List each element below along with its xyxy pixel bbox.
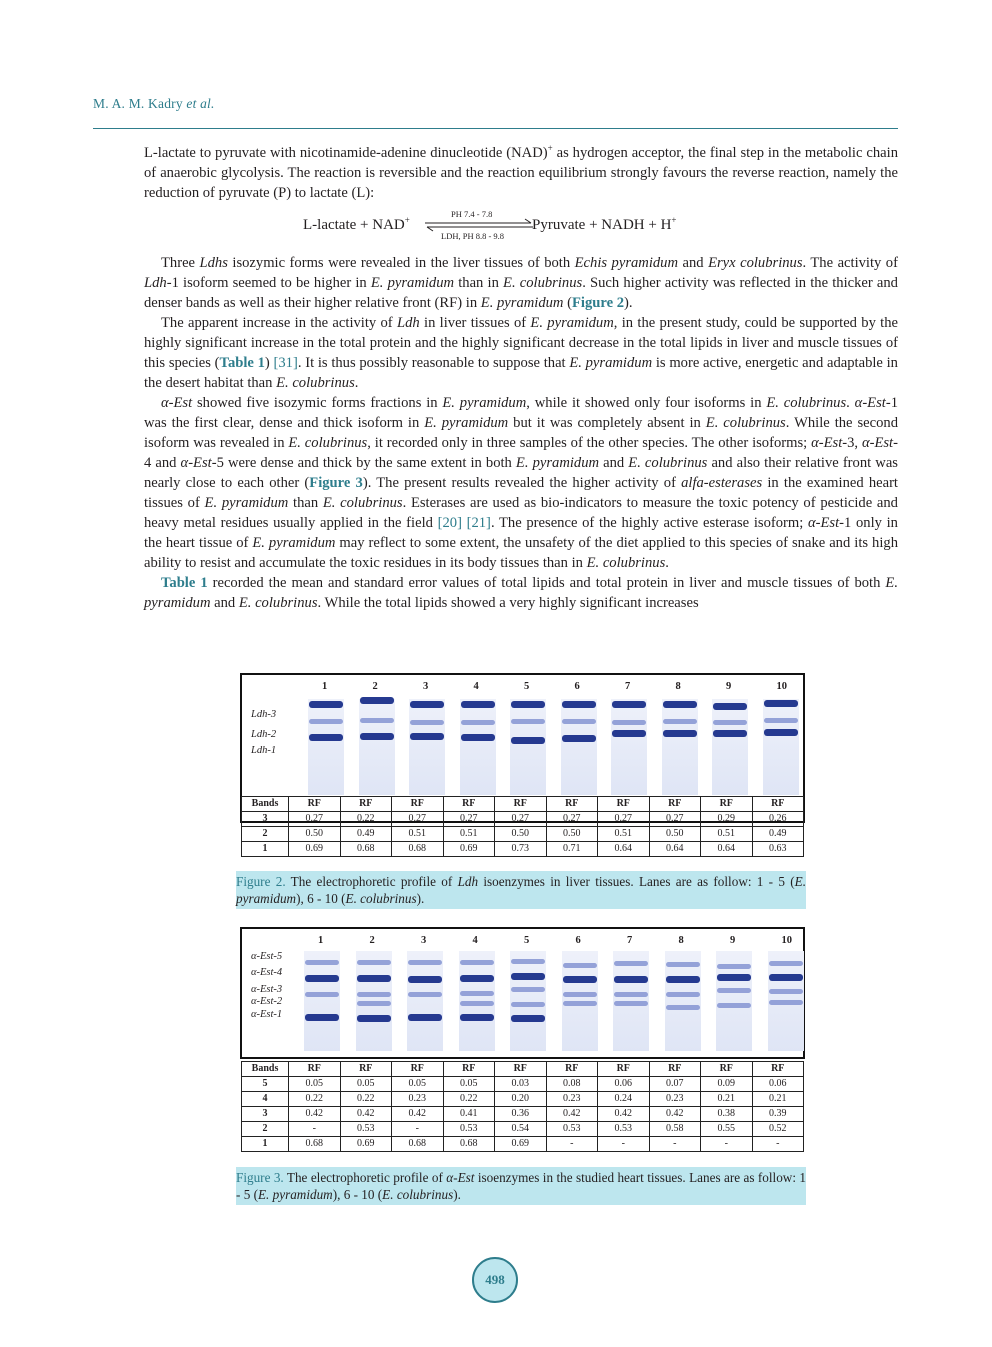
gel-band bbox=[357, 975, 391, 982]
rf-value-cell: 0.49 bbox=[340, 827, 392, 842]
lane-number: 3 bbox=[421, 935, 427, 946]
gel-band bbox=[769, 989, 803, 994]
gel-band bbox=[461, 701, 495, 708]
gel-band bbox=[614, 976, 648, 983]
gel-band bbox=[410, 733, 444, 740]
rf-header: RF bbox=[392, 797, 444, 812]
band-number-cell: 1 bbox=[242, 842, 289, 857]
gel-band bbox=[511, 737, 545, 744]
rf-value-cell: 0.06 bbox=[598, 1077, 650, 1092]
rf-header: RF bbox=[598, 797, 650, 812]
rf-value-cell: 0.42 bbox=[546, 1107, 598, 1122]
gel-band bbox=[563, 963, 597, 968]
gel-lane bbox=[613, 951, 649, 1051]
rf-value-cell: 0.29 bbox=[701, 812, 753, 827]
equation-cond-top: PH 7.4 - 7.8 bbox=[451, 209, 493, 219]
bands-header: Bands bbox=[242, 1062, 289, 1077]
gel-band bbox=[764, 718, 798, 723]
rf-value-cell: 0.50 bbox=[495, 827, 547, 842]
gel-band bbox=[764, 729, 798, 736]
rf-value-cell: 0.50 bbox=[289, 827, 341, 842]
gel-band bbox=[511, 1002, 545, 1007]
gel-band bbox=[305, 992, 339, 997]
gel-band bbox=[461, 734, 495, 741]
lane-number: 4 bbox=[472, 935, 478, 946]
rf-value-cell: 0.22 bbox=[443, 1092, 495, 1107]
gel-lane bbox=[562, 951, 598, 1051]
rf-value-cell: 0.68 bbox=[392, 842, 444, 857]
gel-lane bbox=[768, 951, 804, 1051]
table-row bbox=[242, 842, 804, 857]
rf-value-cell: - bbox=[392, 1122, 444, 1137]
gel-band bbox=[764, 700, 798, 707]
gel-band bbox=[717, 1003, 751, 1008]
rf-header: RF bbox=[546, 797, 598, 812]
rf-header: RF bbox=[701, 1062, 753, 1077]
gel-band bbox=[305, 975, 339, 982]
rf-header: RF bbox=[752, 797, 804, 812]
rf-value-cell: 0.68 bbox=[392, 1137, 444, 1152]
gel-lane bbox=[407, 951, 443, 1051]
rf-value-cell: 0.53 bbox=[443, 1122, 495, 1137]
gel-band bbox=[410, 701, 444, 708]
rf-value-cell: 0.53 bbox=[598, 1122, 650, 1137]
rf-value-cell: 0.27 bbox=[392, 812, 444, 827]
rf-value-cell: 0.24 bbox=[598, 1092, 650, 1107]
rf-value-cell: 0.54 bbox=[495, 1122, 547, 1137]
rf-value-cell: 0.52 bbox=[752, 1122, 804, 1137]
gel-band bbox=[408, 976, 442, 983]
rf-value-cell: 0.53 bbox=[340, 1122, 392, 1137]
lane-number: 8 bbox=[678, 935, 684, 946]
figure-3-caption: Figure 3. The electrophoretic profile of α-Est isoenzymes in the studied heart tissues. Lanes are as follow: 1 - 5 (E. pyramidum), 6 - 10 (E. colubrinus). bbox=[236, 1167, 806, 1205]
gel-band bbox=[460, 1014, 494, 1021]
rf-value-cell: 0.64 bbox=[598, 842, 650, 857]
rf-value-cell: 0.23 bbox=[392, 1092, 444, 1107]
gel-band bbox=[460, 975, 494, 982]
rf-header: RF bbox=[443, 1062, 495, 1077]
rf-value-cell: 0.09 bbox=[701, 1077, 753, 1092]
band-label: α-Est-2 bbox=[251, 996, 283, 1007]
rf-value-cell: 0.05 bbox=[392, 1077, 444, 1092]
figure-2-rf-table bbox=[241, 796, 804, 857]
gel-band bbox=[357, 1015, 391, 1022]
band-number-cell: 3 bbox=[242, 1107, 289, 1122]
gel-band bbox=[612, 720, 646, 725]
rf-value-cell: 0.69 bbox=[443, 842, 495, 857]
gel-band bbox=[408, 960, 442, 965]
header-author: M. A. M. Kadry bbox=[93, 96, 183, 111]
gel-lane bbox=[561, 699, 597, 795]
gel-lane bbox=[409, 699, 445, 795]
gel-band bbox=[717, 974, 751, 981]
table-row bbox=[242, 1122, 804, 1137]
gel-band bbox=[360, 718, 394, 723]
rf-value-cell: 0.22 bbox=[289, 1092, 341, 1107]
table-row bbox=[242, 1092, 804, 1107]
rf-value-cell: 0.51 bbox=[443, 827, 495, 842]
gel-band bbox=[563, 1001, 597, 1006]
rf-value-cell: 0.64 bbox=[701, 842, 753, 857]
lane-number: 3 bbox=[423, 681, 429, 692]
rf-value-cell: 0.07 bbox=[649, 1077, 701, 1092]
rf-value-cell: 0.53 bbox=[546, 1122, 598, 1137]
page-number: 498 bbox=[472, 1257, 518, 1303]
gel-band bbox=[408, 992, 442, 997]
gel-band bbox=[666, 976, 700, 983]
band-number-cell: 4 bbox=[242, 1092, 289, 1107]
rf-value-cell: 0.63 bbox=[752, 842, 804, 857]
paragraph-5: Table 1 recorded the mean and standard error values of total lipids and total protein in liver and muscle tissues of both E. pyramidum and E. colubrinus. While the total lipids showed a very highly significant increases bbox=[144, 575, 898, 611]
gel-band bbox=[562, 735, 596, 742]
rf-value-cell: 0.39 bbox=[752, 1107, 804, 1122]
rf-value-cell: 0.20 bbox=[495, 1092, 547, 1107]
gel-band bbox=[511, 1015, 545, 1022]
rf-value-cell: 0.42 bbox=[340, 1107, 392, 1122]
rf-header: RF bbox=[598, 1062, 650, 1077]
paragraph-1: L-lactate to pyruvate with nicotinamide-adenine dinucleotide (NAD)+ as hydrogen acceptor, the final step in the metabolic chain of anaerobic glycolysis. The reaction is reversible and the reaction equilibrium strongly favours the reverse reaction, namely the reduction of pyruvate (P) to lactate (L): bbox=[144, 143, 898, 201]
rf-value-cell: 0.41 bbox=[443, 1107, 495, 1122]
band-label: α-Est-3 bbox=[251, 984, 283, 995]
gel-lane bbox=[716, 951, 752, 1051]
rf-value-cell: 0.06 bbox=[752, 1077, 804, 1092]
citation-20-21[interactable]: [20] [21] bbox=[437, 515, 491, 531]
lane-number: 7 bbox=[625, 681, 631, 692]
band-number-cell: 3 bbox=[242, 812, 289, 827]
rf-header: RF bbox=[289, 797, 341, 812]
rf-value-cell: 0.27 bbox=[598, 812, 650, 827]
gel-band bbox=[309, 701, 343, 708]
lane-number: 10 bbox=[776, 681, 787, 692]
rf-value-cell: 0.51 bbox=[598, 827, 650, 842]
rf-value-cell: 0.42 bbox=[392, 1107, 444, 1122]
rf-value-cell: 0.27 bbox=[289, 812, 341, 827]
rf-value-cell: 0.21 bbox=[752, 1092, 804, 1107]
gel-band bbox=[769, 961, 803, 966]
citation-31[interactable]: [31] bbox=[273, 355, 298, 371]
rf-value-cell: - bbox=[701, 1137, 753, 1152]
rf-header: RF bbox=[495, 1062, 547, 1077]
equation-cond-bottom: LDH, PH 8.8 - 9.8 bbox=[441, 231, 505, 241]
figure-2-caption-label: Figure 2. bbox=[236, 874, 286, 889]
gel-band bbox=[713, 703, 747, 710]
lane-number: 2 bbox=[372, 681, 378, 692]
rf-value-cell: 0.22 bbox=[340, 812, 392, 827]
gel-band bbox=[562, 701, 596, 708]
gel-band bbox=[614, 1001, 648, 1006]
gel-band bbox=[612, 730, 646, 737]
figure-2-link[interactable]: Figure 2 bbox=[572, 295, 625, 311]
rf-value-cell: - bbox=[598, 1137, 650, 1152]
rf-value-cell: 0.42 bbox=[598, 1107, 650, 1122]
band-number-cell: 1 bbox=[242, 1137, 289, 1152]
rf-value-cell: 0.42 bbox=[289, 1107, 341, 1122]
gel-band bbox=[511, 987, 545, 992]
band-label: Ldh-1 bbox=[251, 745, 277, 756]
table-row bbox=[242, 1107, 804, 1122]
rf-value-cell: 0.05 bbox=[340, 1077, 392, 1092]
paragraph-3: The apparent increase in the activity of Ldh in liver tissues of E. pyramidum, in the present study, could be supported by the highly significant increase in the total protein and the highly significant decrease in the total lipids in liver and muscle tissues of this species (Table 1) [31]. It is thus possibly reasonable to suppose that E. pyramidum is more active, energetic and adaptable in the desert habitat than E. colubrinus. bbox=[144, 315, 899, 391]
rf-value-cell: 0.58 bbox=[649, 1122, 701, 1137]
gel-band bbox=[511, 959, 545, 964]
rf-header: RF bbox=[340, 797, 392, 812]
rf-value-cell: 0.73 bbox=[495, 842, 547, 857]
gel-band bbox=[460, 991, 494, 996]
gel-band bbox=[614, 961, 648, 966]
gel-band bbox=[461, 720, 495, 725]
gel-band bbox=[305, 1014, 339, 1021]
rf-header: RF bbox=[340, 1062, 392, 1077]
rf-value-cell: 0.69 bbox=[340, 1137, 392, 1152]
rf-value-cell: 0.26 bbox=[752, 812, 804, 827]
gel-lane bbox=[308, 699, 344, 795]
gel-band bbox=[769, 974, 803, 981]
band-number-cell: 5 bbox=[242, 1077, 289, 1092]
table-row bbox=[242, 1077, 804, 1092]
lane-number: 4 bbox=[473, 681, 479, 692]
table-row bbox=[242, 812, 804, 827]
rf-value-cell: 0.23 bbox=[649, 1092, 701, 1107]
rf-header: RF bbox=[752, 1062, 804, 1077]
gel-band bbox=[562, 719, 596, 724]
rf-value-cell: 0.68 bbox=[443, 1137, 495, 1152]
rf-value-cell: 0.71 bbox=[546, 842, 598, 857]
rf-value-cell: - bbox=[289, 1122, 341, 1137]
equilibrium-arrow-icon bbox=[423, 207, 535, 241]
rf-value-cell: 0.08 bbox=[546, 1077, 598, 1092]
lane-number: 5 bbox=[524, 935, 530, 946]
gel-band bbox=[309, 719, 343, 724]
gel-band bbox=[460, 960, 494, 965]
gel-band bbox=[305, 960, 339, 965]
rf-value-cell: - bbox=[649, 1137, 701, 1152]
body-paragraphs bbox=[144, 253, 898, 613]
header-divider bbox=[93, 128, 898, 129]
rf-header: RF bbox=[701, 797, 753, 812]
gel-band bbox=[614, 992, 648, 997]
band-number-cell: 2 bbox=[242, 1122, 289, 1137]
gel-band bbox=[563, 992, 597, 997]
rf-value-cell: 0.68 bbox=[289, 1137, 341, 1152]
header-etal: et al. bbox=[186, 96, 215, 111]
equation-lhs: L-lactate + NAD+ bbox=[303, 215, 410, 233]
rf-value-cell: 0.69 bbox=[495, 1137, 547, 1152]
equation-rhs: Pyruvate + NADH + H+ bbox=[532, 215, 677, 233]
lane-number: 6 bbox=[574, 681, 580, 692]
gel-band bbox=[357, 1001, 391, 1006]
gel-lane bbox=[662, 699, 698, 795]
rf-value-cell: 0.27 bbox=[495, 812, 547, 827]
gel-lane bbox=[763, 699, 799, 795]
rf-value-cell: 0.27 bbox=[546, 812, 598, 827]
band-label: Ldh-2 bbox=[251, 729, 277, 740]
table-row bbox=[242, 1137, 804, 1152]
gel-lane bbox=[356, 951, 392, 1051]
band-number-cell: 2 bbox=[242, 827, 289, 842]
lane-number: 5 bbox=[524, 681, 530, 692]
figure-3-gel-image bbox=[240, 927, 805, 1059]
rf-value-cell: 0.68 bbox=[340, 842, 392, 857]
rf-value-cell: 0.23 bbox=[546, 1092, 598, 1107]
bands-header: Bands bbox=[242, 797, 289, 812]
gel-band bbox=[360, 733, 394, 740]
gel-lane bbox=[304, 951, 340, 1051]
rf-header: RF bbox=[443, 797, 495, 812]
gel-band bbox=[663, 730, 697, 737]
gel-lane bbox=[665, 951, 701, 1051]
gel-band bbox=[360, 697, 394, 704]
figure-2-caption: Figure 2. The electrophoretic profile of Ldh isoenzymes in liver tissues. Lanes are as follow: 1 - 5 (E. pyramidum), 6 - 10 (E. colubrinus). bbox=[236, 871, 806, 909]
gel-band bbox=[717, 964, 751, 969]
gel-band bbox=[666, 992, 700, 997]
lane-number: 9 bbox=[730, 935, 736, 946]
lane-number: 2 bbox=[369, 935, 375, 946]
gel-band bbox=[511, 973, 545, 980]
gel-band bbox=[666, 962, 700, 967]
rf-value-cell: 0.50 bbox=[546, 827, 598, 842]
rf-value-cell: 0.22 bbox=[340, 1092, 392, 1107]
rf-value-cell: 0.36 bbox=[495, 1107, 547, 1122]
rf-value-cell: 0.50 bbox=[649, 827, 701, 842]
rf-value-cell: 0.27 bbox=[649, 812, 701, 827]
lane-number: 1 bbox=[322, 681, 328, 692]
lane-number: 7 bbox=[627, 935, 633, 946]
rf-value-cell: 0.27 bbox=[443, 812, 495, 827]
gel-lane bbox=[510, 951, 546, 1051]
gel-band bbox=[410, 720, 444, 725]
figure-3-caption-label: Figure 3. bbox=[236, 1170, 284, 1185]
figure-3-link[interactable]: Figure 3 bbox=[309, 475, 363, 491]
rf-header: RF bbox=[649, 797, 701, 812]
rf-header: RF bbox=[649, 1062, 701, 1077]
rf-value-cell: 0.42 bbox=[649, 1107, 701, 1122]
rf-header: RF bbox=[289, 1062, 341, 1077]
table-1-link[interactable]: Table 1 bbox=[219, 355, 265, 371]
gel-band bbox=[309, 734, 343, 741]
gel-lane bbox=[611, 699, 647, 795]
gel-band bbox=[511, 719, 545, 724]
lane-number: 6 bbox=[575, 935, 581, 946]
gel-band bbox=[612, 701, 646, 708]
rf-value-cell: 0.38 bbox=[701, 1107, 753, 1122]
rf-value-cell: 0.69 bbox=[289, 842, 341, 857]
rf-value-cell: 0.03 bbox=[495, 1077, 547, 1092]
figure-3-rf-table bbox=[241, 1061, 804, 1152]
gel-band bbox=[511, 701, 545, 708]
rf-value-cell: 0.21 bbox=[701, 1092, 753, 1107]
rf-value-cell: 0.49 bbox=[752, 827, 804, 842]
paragraph-2: Three Ldhs isozymic forms were revealed in the liver tissues of both Echis pyramidum and Eryx colubrinus. The activity of Ldh-1 isoform seemed to be higher in E. pyramidum than in E. colubrinus. Such higher activity was reflected in the thicker and denser bands as well as their higher relative front (RF) in E. pyramidum (Figure 2). bbox=[144, 255, 898, 311]
table-1-link-2[interactable]: Table 1 bbox=[161, 575, 208, 591]
band-label: α-Est-1 bbox=[251, 1009, 283, 1020]
gel-lane bbox=[460, 699, 496, 795]
band-label: Ldh-3 bbox=[251, 709, 277, 720]
rf-header: RF bbox=[495, 797, 547, 812]
lane-number: 1 bbox=[318, 935, 324, 946]
lane-number: 10 bbox=[781, 935, 792, 946]
paragraph-4: α-Est showed five isozymic forms fractions in E. pyramidum, while it showed only four isoforms in E. colubrinus. α-Est-1 was the first clear, dense and thick isoform in E. pyramidum but it was completely absent in E. colubrinus. While the second isoform was revealed in E. colubrinus, it recorded only in three samples of the other species. The other isoforms; α-Est-3, α-Est-4 and α-Est-5 were dense and thick by the same extent in both E. pyramidum and E. colubrinus and also their relative front was nearly close to each other (Figure 3). The present results revealed the higher activity of alfa-esterases in the examined heart tissues of E. pyramidum than E. colubrinus. Esterases are used as bio-indicators to measure the toxic potency of pesticide and heavy metal residues usually applied in the field [20] [21]. The presence of the highly active esterase isoform; α-Est-1 only in the heart tissue of E. pyramidum may reflect to some extent, the unsafety of the diet applied to this species of snake and its high ability to resist and accumulate the toxic residues in its body tissues than in E. colubrinus. bbox=[144, 395, 898, 571]
gel-band bbox=[769, 1000, 803, 1005]
rf-header: RF bbox=[546, 1062, 598, 1077]
rf-value-cell: 0.64 bbox=[649, 842, 701, 857]
gel-band bbox=[666, 1005, 700, 1010]
gel-band bbox=[563, 976, 597, 983]
gel-band bbox=[713, 730, 747, 737]
rf-value-cell: 0.51 bbox=[392, 827, 444, 842]
table-row bbox=[242, 827, 804, 842]
gel-band bbox=[408, 1014, 442, 1021]
rf-value-cell: 0.05 bbox=[443, 1077, 495, 1092]
gel-band bbox=[713, 720, 747, 725]
band-label: α-Est-4 bbox=[251, 967, 283, 978]
rf-header: RF bbox=[392, 1062, 444, 1077]
gel-lane bbox=[459, 951, 495, 1051]
running-header bbox=[93, 96, 215, 112]
gel-band bbox=[663, 701, 697, 708]
gel-band bbox=[460, 1001, 494, 1006]
gel-band bbox=[717, 988, 751, 993]
rf-value-cell: 0.55 bbox=[701, 1122, 753, 1137]
rf-value-cell: 0.05 bbox=[289, 1077, 341, 1092]
gel-band bbox=[357, 992, 391, 997]
rf-value-cell: - bbox=[546, 1137, 598, 1152]
gel-band bbox=[357, 960, 391, 965]
rf-value-cell: 0.51 bbox=[701, 827, 753, 842]
gel-lane bbox=[712, 699, 748, 795]
gel-band bbox=[663, 719, 697, 724]
lane-number: 8 bbox=[675, 681, 681, 692]
lane-number: 9 bbox=[726, 681, 732, 692]
band-label: α-Est-5 bbox=[251, 951, 283, 962]
gel-lane bbox=[510, 699, 546, 795]
gel-lane bbox=[359, 699, 395, 795]
rf-value-cell: - bbox=[752, 1137, 804, 1152]
